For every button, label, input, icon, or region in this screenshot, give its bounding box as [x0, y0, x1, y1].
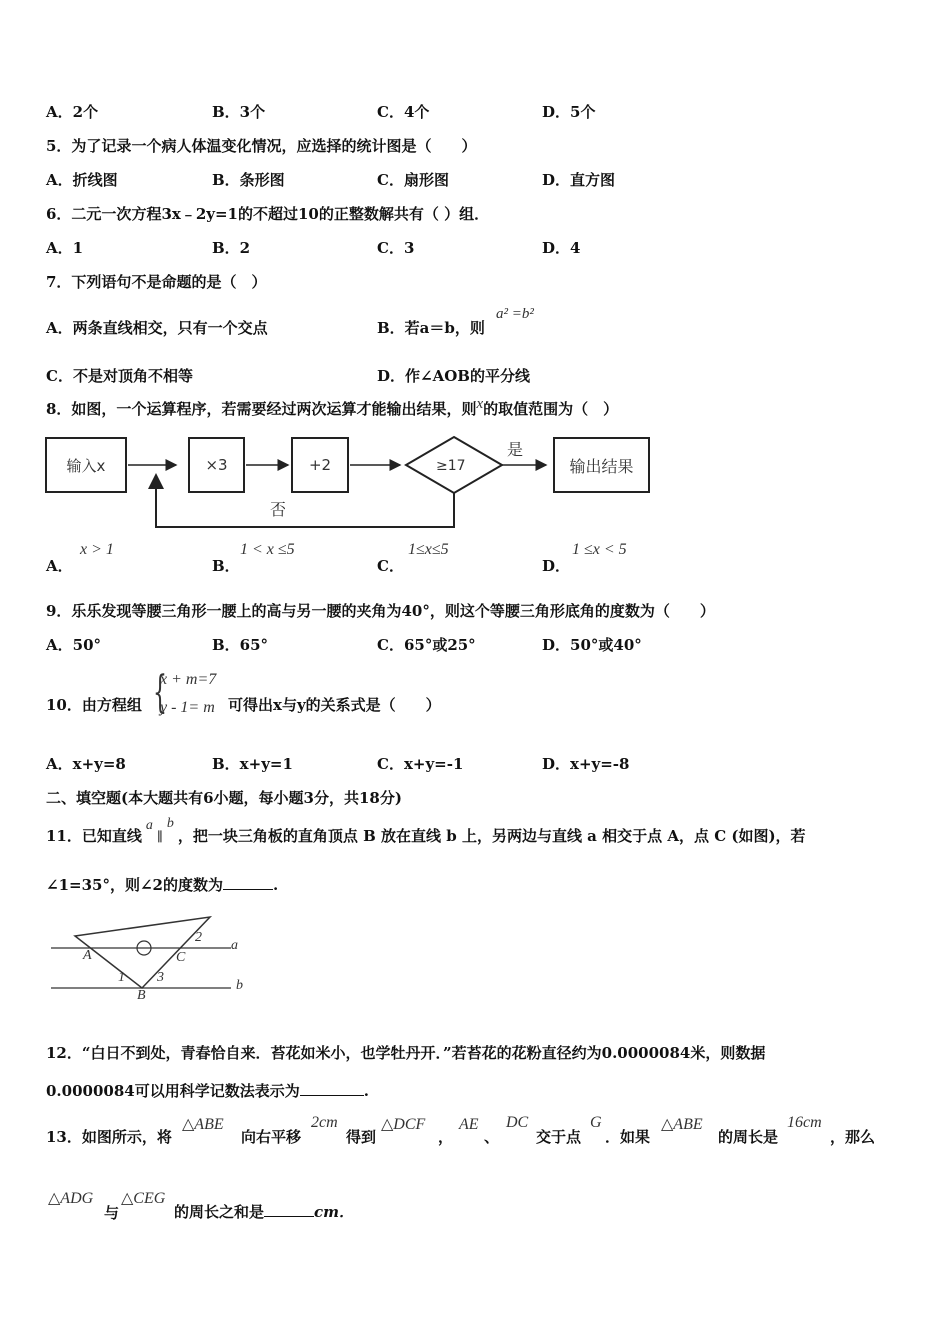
q11-post: ，把一块三角板的直角顶点 B 放在直线 b 上，另两边与直线 a 相交于点 A，点 C (如图)，若: [177, 827, 806, 845]
fig-label-a-point: A: [83, 948, 92, 963]
fig-label-line-a: a: [231, 938, 238, 953]
q13-l2p3: cm．: [314, 1203, 355, 1221]
q8-var-x: x: [476, 396, 484, 412]
triangle-ruler: [75, 917, 210, 988]
flow-no-label: 否: [270, 500, 287, 519]
q8-option-b-label: B．: [212, 557, 240, 575]
q11-pre: 11．已知直线: [46, 827, 142, 845]
q10-option-c: C．x+y=-1: [377, 755, 464, 773]
q7-option-a: A．两条直线相交，只有一个交点: [46, 319, 268, 337]
q6-option-b: B．2: [212, 239, 251, 257]
q4-option-a: A．2个: [46, 103, 99, 121]
flow-times-box: ×3: [188, 437, 245, 493]
q9-option-c: C．65°或25°: [377, 636, 476, 654]
q10-option-d: D．x+y=-8: [542, 755, 630, 773]
flow-input-box: 输入x: [45, 437, 127, 493]
q8-stem-pre: 8．如图，一个运算程序，若需要经过两次运算才能输出结果，则: [46, 400, 477, 418]
q8-option-d: 1 ≤x < 5: [572, 541, 627, 558]
fig-label-b-point: B: [137, 988, 146, 1003]
q10-brace: {: [153, 667, 167, 718]
q13-l2p2: 的周长之和是: [174, 1203, 265, 1221]
q8-stem-post: 的取值范围为（ ）: [483, 400, 619, 418]
q6-option-d: D．4: [542, 239, 581, 257]
q6-stem: 6．二元一次方程3x﹣2y=1的不超过10的正整数解共有（ ）组．: [46, 205, 490, 223]
q13-p6: 交于点: [536, 1128, 582, 1146]
q7-option-d: D．作∠AOB的平分线: [377, 367, 530, 385]
q6-option-a: A．1: [46, 239, 84, 257]
flow-yes-label: 是: [507, 440, 524, 459]
q9-stem: 9．乐乐发现等腰三角形一腰上的高与另一腰的夹角为40°，则这个等腰三角形底角的度数为（ ）: [46, 602, 715, 620]
q5-option-d: D．直方图: [542, 171, 616, 189]
q13-p8: 的周长是: [718, 1128, 779, 1146]
q13-l2p1: 与: [104, 1204, 120, 1222]
q13-tri-abe-2: △ABE: [661, 1116, 703, 1133]
q13-p5: 、: [484, 1128, 500, 1146]
q13-p7: ．如果: [605, 1128, 651, 1146]
q13-tri-adg: △ADG: [48, 1190, 94, 1207]
fig-label-angle-3: 3: [157, 970, 164, 985]
q13-seg-ae: AE: [459, 1116, 479, 1133]
q10-stem-post: 可得出x与y的关系式是（ ）: [228, 696, 441, 714]
section-2-heading: 二、填空题(本大题共有6小题，每小题3分，共18分): [46, 789, 402, 807]
fig-label-angle-2: 2: [195, 930, 202, 945]
q7-option-c: C．不是对顶角不相等: [46, 367, 193, 385]
q12-answer-blank[interactable]: [300, 1081, 364, 1096]
fig-label-line-b: b: [236, 978, 243, 993]
q13-line2: [174, 1202, 354, 1222]
q12-line2-post: .: [363, 1082, 369, 1100]
q6-option-c: C．3: [377, 239, 415, 257]
q9-option-a: A．50°: [46, 636, 102, 654]
flow-plus-box: +2: [291, 437, 349, 493]
q11-line2: [46, 875, 278, 895]
q8-option-a-label: A．: [46, 557, 73, 575]
q13-p3: 得到: [346, 1128, 377, 1146]
q10-option-b: B．x+y=1: [212, 755, 293, 773]
q9-option-d: D．50°或40°: [542, 636, 642, 654]
q11-line1: [46, 816, 806, 848]
q12-line2-pre: 0.0000084可以用科学记数法表示为: [46, 1082, 300, 1100]
q11-line2-post: .: [272, 876, 279, 894]
q5-option-a: A．折线图: [46, 171, 118, 189]
q11-line-b: b: [166, 816, 174, 831]
q8-option-a: x > 1: [80, 541, 114, 558]
q4-option-d: D．5个: [542, 103, 596, 121]
q8-option-b: 1 < x ≤5: [240, 541, 295, 558]
q10-eq1: x + m=7: [160, 671, 217, 688]
fig-label-c-point: C: [176, 950, 186, 965]
q11-line-a: a: [145, 818, 153, 833]
q11-line2-pre: ∠1=35°，则∠2的度数为: [46, 876, 223, 894]
q10-eq2: y - 1= m: [160, 699, 215, 716]
q11-answer-blank[interactable]: [223, 875, 273, 890]
q13-dist-2cm: 2cm: [311, 1114, 338, 1131]
q10-stem-pre: 10．由方程组: [46, 696, 142, 714]
q5-option-b: B．条形图: [212, 171, 285, 189]
q13-seg-dc: DC: [506, 1114, 529, 1131]
q8-option-d-label: D．: [542, 557, 571, 575]
q13-point-g: G: [590, 1114, 602, 1131]
q5-option-c: C．扇形图: [377, 171, 449, 189]
flow-condition-label: ≥17: [436, 458, 466, 474]
q12-line1: 12．“白日不到处，青春恰自来．苔花如米小，也学牡丹开．”若苔花的花粉直径约为0.0000084米，则数据: [46, 1044, 766, 1062]
q13-tri-dcf: △DCF: [381, 1116, 426, 1133]
q11-parallel: ∥: [156, 830, 163, 845]
q13-answer-blank[interactable]: [264, 1202, 314, 1217]
q9-option-b: B．65°: [212, 636, 269, 654]
q7-stem: 7．下列语句不是命题的是（ ）: [46, 273, 267, 291]
q13-p9: ，那么: [830, 1128, 876, 1146]
flow-output-box: 输出结果: [553, 437, 650, 493]
q12-line2: [46, 1081, 369, 1101]
q10-option-a: A．x+y=8: [46, 755, 126, 773]
q8-option-c-label: C．: [377, 557, 404, 575]
q4-option-b: B．3个: [212, 103, 266, 121]
q13-tri-abe: △ABE: [182, 1116, 224, 1133]
q13-perimeter-16cm: 16cm: [787, 1114, 822, 1131]
q13-tri-ceg: △CEG: [121, 1190, 166, 1207]
q13-p1: 13．如图所示，将: [46, 1128, 172, 1146]
fig-label-angle-1: 1: [118, 970, 125, 985]
q7-option-b-formula: a² =b²: [496, 306, 534, 322]
q8-option-c: 1≤x≤5: [408, 541, 449, 558]
q5-stem: 5．为了记录一个病人体温变化情况，应选择的统计图是（ ）: [46, 137, 477, 155]
q13-p2: 向右平移: [241, 1128, 302, 1146]
q7-option-b: B．若a＝b，则: [377, 319, 485, 337]
q4-option-c: C．4个: [377, 103, 430, 121]
q13-p4: ，: [438, 1128, 454, 1146]
